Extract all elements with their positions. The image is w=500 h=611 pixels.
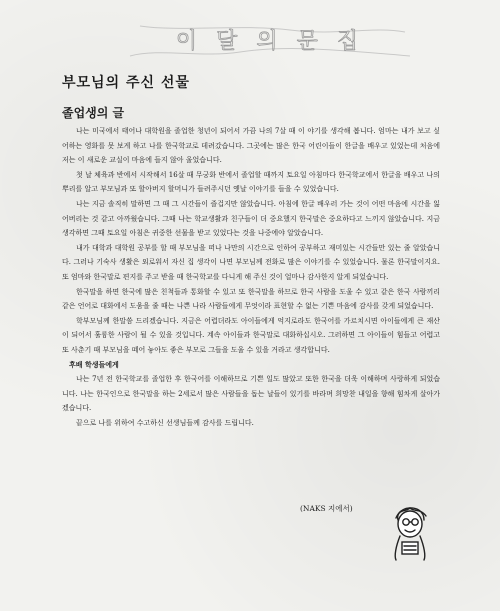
article-body: [62, 124, 440, 430]
paragraph: 첫 날 체육과 반에서 시작해서 16살 때 무궁화 반에서 졸업할 때까지 토요일 아침마다 한국학교에서 한글을 배우고 나의 뿌리를 알고 부모님과 또 할아버지 할머니가 들려주시던 옛날 이야기를 들을 수 있었습니다.: [62, 170, 440, 194]
article-title: 부모님의 주신 선물: [62, 75, 190, 91]
paragraph: 내가 대학과 대학원 공부를 할 때 부모님을 떠나 나만의 시간으로 인하여 공부하고 재미있는 시간들만 있는 줄 알았습니다. 그러나 기숙사 생활은 외로워서 자신 집 생각이 나면 부모님께 전화로 많은 이야기를 수 있었습니다. 물론 한국말이지요. 또 엄마와 한국말로 편지를 주고 받을 때 한국학교를 다니게 해 주신 것이 얼마나 감사한지 알게 되었습니다.: [62, 243, 440, 281]
article-signature: (NAKS 지에서): [300, 504, 353, 513]
paragraph: 한국말을 하면 한국에 많은 친척들과 통화할 수 있고 또 한국말을 하므로 한국 사람을 도울 수 있고 같은 한국 사람끼리 같은 언어로 대화에서 도움을 줄 때는 나쁜 나라 사람들에게 무엇이라 표현할 수 없는 기쁜 마음에 감사를 갖게 되었습니다.: [62, 287, 440, 311]
paragraph: 나는 지금 솔직히 말하면 그 때 그 시간들이 즐겁지만 않았습니다. 아침에 한글 배우러 가는 것이 어떤 마음에 시간을 잃어버리는 것 같고 아까웠습니다. 그때 나는 학교생활과 친구들이 더 중요했지 한국말은 중요하다고 느끼지 않았습니다. 지금 생각하면 그때 토요일 아침은 귀중한 선물을 받고 있었다는 것을 나중에야 알았습니다.: [62, 199, 440, 238]
paragraph: 학부모님께 한말씀 드리겠습니다. 지금은 어렵더라도 아이들에게 억지로라도 한국어를 가르치시면 아이들에게 큰 재산이 되어서 훌륭한 사람이 될 수 있을 것입니다. 계속 아이들과 한국말로 대화하십시오. 그러하면 그 아이들이 힘들고 어렵고 또 사춘기 때 부모님을 떼어 놓아도 좋은 부모로 그들을 도울 수 있을 거라고 생각합니다.: [62, 316, 440, 354]
paragraph: 나는 7년 전 한국학교를 졸업한 후 한국어를 이해하므로 기쁜 일도 많았고 또한 한국을 더욱 이해하며 사랑하게 되었습니다. 나는 한국인으로 한국말을 하는 2세로서 많은 사람들을 돕는 날들이 있기를 바라며 희망찬 내일을 향해 힘차게 살아가겠습니다.: [62, 375, 440, 413]
decorative-title: 이 달 의 문 집: [175, 29, 365, 54]
paragraph: 끝으로 나를 위하여 수고하신 선생님들께 감사를 드립니다.: [76, 418, 254, 427]
paragraph: 나는 미국에서 태어나 대학원을 졸업한 청년이 되어서 가끔 나의 7살 때 이 야기를 생각해 봅니다. 엄마는 내가 보고 싶어하는 영화를 못 보게 하고 나를 한국학교로 데려갔습니다. 그곳에는 많은 한국 어린이들이 한글을 배우고 있었는데 처음에 저는 이 새로운 교실이 마음에 들지 않아 울었습니다.: [62, 127, 440, 165]
note-heading: 후배 학생들에게: [69, 359, 119, 369]
decorative-header-banner: [120, 18, 420, 64]
article-subtitle: 졸업생의 글: [62, 106, 125, 120]
student-sketch-illustration: [386, 500, 434, 562]
